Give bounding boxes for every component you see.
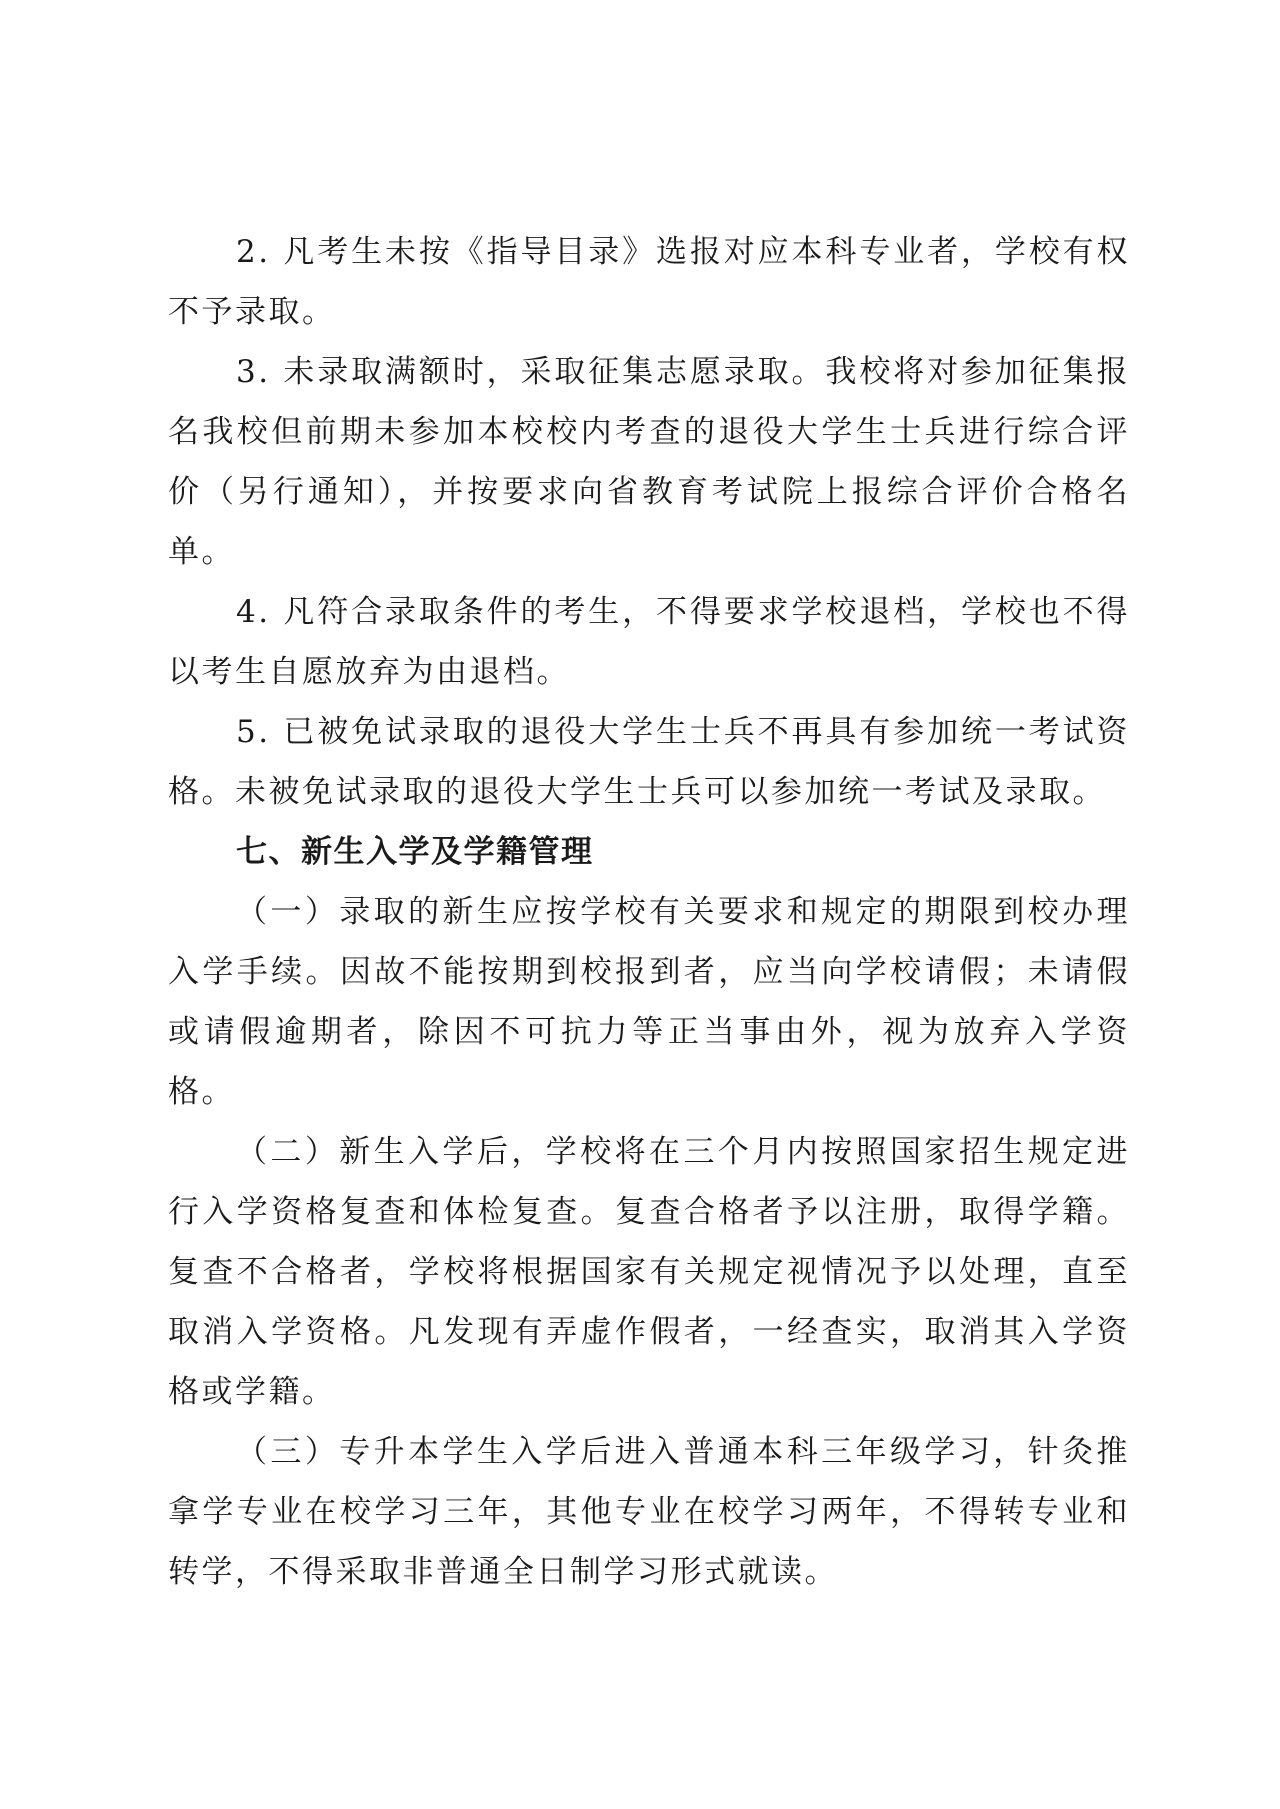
- section-heading: 七、新生入学及学籍管理: [236, 834, 594, 870]
- section-paragraph-3: （三）专升本学生入学后进入普通本科三年级学习，针灸推拿学专业在校学习三年，其他专业在校学习两年，不得转专业和转学，不得采取非普通全日制学习形式就读。: [168, 1434, 1130, 1590]
- section-paragraph-2: （二）新生入学后，学校将在三个月内按照国家招生规定进行入学资格复查和体检复查。复查合格者予以注册，取得学籍。复查不合格者，学校将根据国家有关规定视情况予以处理，直至取消入学资格。凡发现有弄虚作假者，一经查实，取消其入学资格或学籍。: [168, 1134, 1130, 1410]
- paragraph-4: 4. 凡符合录取条件的考生，不得要求学校退档，学校也不得以考生自愿放弃为由退档。: [168, 594, 1130, 690]
- section-paragraph-1: （一）录取的新生应按学校有关要求和规定的期限到校办理入学手续。因故不能按期到校报到者，应当向学校请假；未请假或请假逾期者，除因不可抗力等正当事由外，视为放弃入学资格。: [168, 894, 1130, 1110]
- document-body: [168, 222, 1130, 1602]
- paragraph-5: 5. 已被免试录取的退役大学生士兵不再具有参加统一考试资格。未被免试录取的退役大学生士兵可以参加统一考试及录取。: [168, 714, 1130, 810]
- paragraph-3: 3. 未录取满额时，采取征集志愿录取。我校将对参加征集报名我校但前期未参加本校校内考查的退役大学生士兵进行综合评价（另行通知），并按要求向省教育考试院上报综合评价合格名单。: [168, 354, 1130, 570]
- paragraph-2: 2. 凡考生未按《指导目录》选报对应本科专业者，学校有权不予录取。: [168, 234, 1130, 330]
